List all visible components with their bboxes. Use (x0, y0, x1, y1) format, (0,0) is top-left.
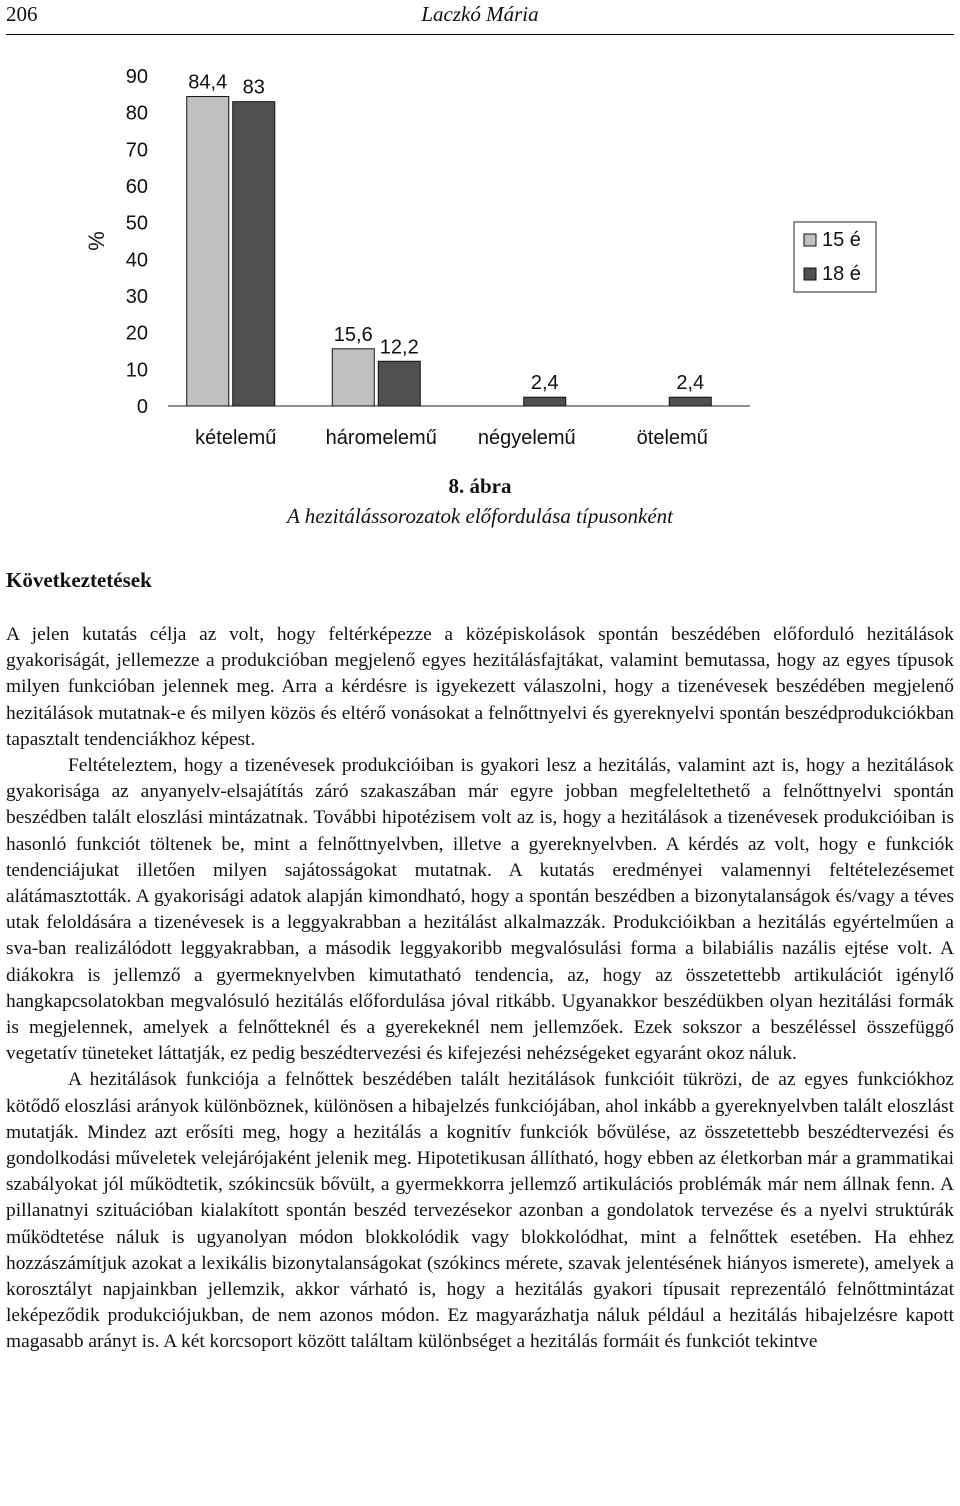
x-tick-label: négyelemű (477, 427, 576, 449)
y-tick-label: 40 (125, 249, 148, 272)
y-axis-label: % (84, 231, 109, 251)
page-number: 206 (6, 2, 38, 26)
data-label: 15,6 (333, 323, 373, 346)
data-label: 84,4 (188, 71, 228, 94)
y-tick-label: 70 (125, 139, 148, 162)
data-label: 12,2 (379, 336, 419, 359)
x-tick-label: háromelemű (325, 427, 437, 449)
y-tick-label: 90 (125, 66, 148, 88)
bar (378, 361, 420, 406)
x-tick-label: ötelemű (636, 427, 708, 449)
section-title: Következtetések (6, 568, 152, 592)
data-label: 2,4 (530, 372, 559, 395)
bar (332, 349, 374, 406)
bar-chart (0, 40, 960, 460)
bar (669, 397, 711, 406)
paragraph: A jelen kutatás célja az volt, hogy feltérképezze a középiskolások spontán beszédében előforduló hezitálások gyakoriságát, jellemezze a produkcióban megjelenő egyes hezitálásfajtákat, valamint bemutassa, hogy az egyes típusok milyen funkcióban jelennek meg. Arra a kérdésre is igyekezett válaszolni, hogy a tizenévesek beszédében megjelenő hezitálások mutatnak-e és milyen közös és eltérő vonásokat a felnőttnyelvi és gyereknyelvi spontán beszédprodukciókban tapasztalt tendenciákhoz képest. (6, 624, 954, 750)
data-label: 2,4 (676, 372, 705, 395)
legend-swatch (804, 268, 816, 280)
data-label: 83 (242, 76, 265, 99)
bar (524, 397, 566, 406)
body-text (6, 622, 954, 1356)
bar (187, 97, 229, 406)
x-tick-label: kételemű (195, 427, 277, 449)
y-tick-label: 80 (125, 102, 148, 125)
legend-label: 18 é (822, 263, 861, 285)
paragraph: A hezitálások funkciója a felnőttek beszédében talált hezitálások funkcióit tükrözi, de az egyes funkciókhoz kötődő eloszlási arányok különböznek, különösen a hibajelzés funkciójában, ahol inkább a gyereknyelvben talált eloszlást mutatják. Mindez azt erősíti meg, hogy a hezitálás a kognitív funkciók bővülése, az összetettebb beszédtervezési és gondolkodási műveletek velejárójaként jelenik meg. Hipotetikusan állítható, hogy ebben az életkorban már a grammatikai szabályokat jól működtetik, szókincsük bővült, a gyermekkorra jellemző artikulációs problémák már nem állnak fenn. A pillanatnyi szituációban kialakított spontán beszéd tervezésekor azonban a gondolatok tervezése és a nyelvi struktúrák működtetése náluk is ugyanolyan módon blokkolódik vagy blokkolódhat, mint a felnőttek esetében. Ha ehhez hozzászámítjuk azokat a lexikális bizonytalanságokat (szókincs mérete, szavak jelentésének hiányos ismerete), amelyek a korosztályt napjainkban jellemzik, akkor várható is, hogy a hezitálás gyakori típusait reprezentáló felnőttmintázat leképeződik produkciójukban, de nem azonos módon. Ez magyarázhatja náluk például a hezitálás hibajelzésre kapott magasabb arányt is. A két korcsoport között találtam különbséget a hezitálás formáit és funkciót tekintve (6, 1069, 954, 1353)
legend-label: 15 é (822, 229, 861, 251)
chart-svg (0, 40, 960, 460)
bar (233, 102, 275, 406)
y-tick-label: 50 (125, 212, 148, 235)
y-tick-label: 0 (136, 396, 148, 418)
y-tick-label: 30 (125, 286, 148, 308)
y-tick-label: 60 (125, 176, 148, 198)
y-tick-label: 10 (125, 359, 148, 382)
running-author: Laczkó Mária (421, 2, 539, 26)
figure-title: A hezitálássorozatok előfordulása típusonként (287, 504, 673, 528)
figure-number: 8. ábra (448, 474, 512, 498)
paragraph: Feltételeztem, hogy a tizenévesek produkcióiban is gyakori lesz a hezitálás, valamint azt is, hogy a hezitálások gyakorisága az anyanyelv-elsajátítás záró szakaszában már egyre jobban megfeleltethető a felnőttnyelvi spontán beszédben talált eloszlási mintázatnak. További hipotézisem volt az is, hogy a hezitálások a tizenévesek produkcióiban is hasonló funkciót töltenek be, mint a felnőttnyelvben, illetve a gyereknyelvben. A kérdés az volt, hogy e funkciók tendenciájukat illetően milyen sajátosságokat mutatnak. A kutatás eredményei valamennyi feltételezésemet alátámasztották. A gyakorisági adatok alapján kimondható, hogy a spontán beszédben a bizonytalanságok és/vagy a téves utak feloldására a tizenévesek is a leggyakrabban a hezitálást alkalmazzák. Produkcióikban a hezitálás egyértelműen a sva-ban realizálódott leggyakrabban, a második leggyakoribb megvalósulási forma a bilabiális nazális ejtése volt. A diákokra is jellemző a gyermeknyelvben kimutatható tendencia, az, hogy az összetettebb artikulációt igénylő hangkapcsolatokban megvalósuló hezitálás előfordulása jóval ritkább. Ugyanakkor beszédükben olyan hezitálási formák is megjelennek, amelyek a felnőtteknél és a gyerekeknél nem jellemzőek. Ezek sokszor a beszéléssel összefüggő vegetatív tüneteket láttatják, ez pedig beszédtervezési és kifejezési nehézségeket egyaránt okoz náluk. (6, 755, 954, 1065)
page-header (6, 0, 954, 35)
y-tick-label: 20 (125, 322, 148, 345)
legend-swatch (804, 234, 816, 246)
